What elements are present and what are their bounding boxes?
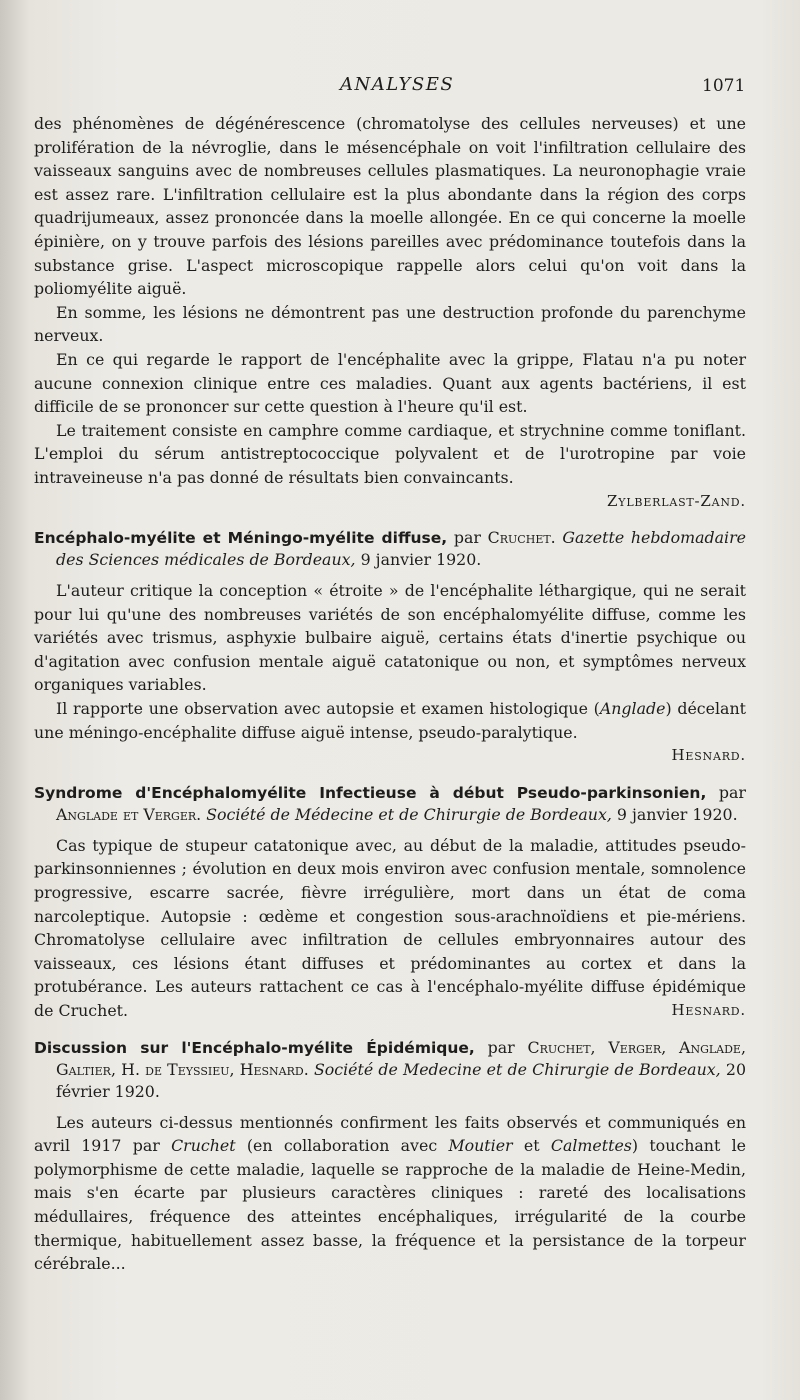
article-heading: [34, 527, 746, 571]
article-source: Gazette hebdomadaire des Sciences médicales de Bordeaux,: [56, 528, 747, 570]
page-body: [34, 112, 746, 1276]
text-run: ) touchant le polymorphisme de cette maladie, laquelle se rapproche de la maladie de Heine-Medin, mais s'en écarte par plusieurs caractères cliniques : rareté des localisations médullaires, fréquence des atteintes encéphaliques, irrégularité de la courbe thermique, habituellement assez basse, la fréquence et la persistance de la torpeur cérébrale...: [34, 1136, 746, 1274]
paragraph: En somme, les lésions ne démontrent pas une destruction profonde du parenchyme nerveux.: [34, 302, 746, 346]
italic-name: Anglade: [599, 699, 666, 719]
signature: Zylberlast-Zand.: [607, 491, 746, 510]
page-number: 1071: [702, 76, 746, 96]
article-heading: [34, 1037, 746, 1103]
article-title: Discussion sur l'Encéphalo-myélite Épidémique,: [34, 1038, 475, 1057]
text-run: ) décelant une méningo-encéphalite diffuse aiguë intense, pseudo-paralytique.: [34, 699, 747, 742]
article-source: Société de Médecine et de Chirurgie de Bordeaux,: [206, 804, 612, 824]
italic-name: Cruchet: [171, 1136, 236, 1156]
text-run: Cas typique de stupeur catatonique avec, au début de la maladie, attitudes pseudo-parkinsonniennes ; évolution en deux mois environ avec confusion mentale, somnolence progressive, escarre sacrée, fièvre irrégulière, mort dans un état de coma narcoleptique. Autopsie : œdème et congestion sous-arachnoïdiens et pie-mériens. Chromatolyse cellulaire avec infiltration de cellules embryonnaires autour des vaisseaux, ces lésions étant diffuses et prédominantes au cortex et dans la protubérance. Les auteurs rattachent ce cas à l'encéphalo-myélite diffuse épidémique de Cruchet.: [34, 835, 746, 1020]
text-run: (en collaboration avec: [235, 1136, 449, 1156]
article-date: 9 janvier 1920.: [360, 550, 482, 570]
article-author: Cruchet.: [487, 528, 556, 548]
article-authors: Anglade et Verger.: [56, 804, 202, 824]
par-word: par: [718, 782, 746, 802]
article-date: 9 janvier 1920.: [616, 804, 738, 824]
paragraph: des phénomènes de dégénérescence (chromatolyse des cellules nerveuses) et une prolifération de la névroglie, dans le mésencéphale on voit l'infiltration cellulaire des vaisseaux sanguins avec de nombreuses cellules plasmatiques. La neuronophagie vraie est assez rare. L'infiltration cellulaire est la plus abondante dans la région des corps quadrijumeaux, assez prononcée dans la moelle allongée. En ce qui concerne la moelle épinière, on y trouve parfois des lésions pareilles avec prédominance toutefois dans la substance grise. L'aspect microscopique rappelle alors celui qu'on voit dans la poliomyélite aiguë.: [34, 114, 746, 299]
article-title: Syndrome d'Encéphalomyélite Infectieuse à début Pseudo-parkinsonien,: [34, 783, 707, 802]
text-run: et: [512, 1136, 551, 1156]
running-title: ANALYSES: [340, 74, 455, 95]
signature: Hesnard.: [671, 746, 746, 765]
signature: Hesnard.: [671, 1001, 746, 1019]
paragraph: L'auteur critique la conception « étroite » de l'encéphalite léthargique, qui ne serait pour lui qu'une des nombreuses variétés de son encéphalomyélite diffuse, comme les variétés avec trismus, asphyxie bulbaire aiguë, certains états d'inertie psychique ou d'agitation avec confusion mentale aiguë catatonique ou non, et symptômes nerveux organiques variables.: [34, 581, 746, 695]
page-header: [0, 74, 800, 100]
article-source: Société de Medecine et de Chirurgie de Bordeaux,: [313, 1059, 721, 1079]
intro-section: [34, 112, 746, 513]
article-encephalo-myelite: [34, 527, 746, 768]
article-title: Encéphalo-myélite et Méningo-myélite diffuse,: [34, 529, 448, 548]
article-authors: Cruchet, Verger, Anglade, Galtier, H. de Teyssieu, Hesnard.: [56, 1037, 746, 1079]
paragraph: [34, 834, 746, 1023]
article-date: 20 février 1920.: [56, 1059, 746, 1101]
article-heading: [34, 782, 746, 826]
paragraph: Le traitement consiste en camphre comme cardiaque, et strychnine comme toniflant. L'emploi du sérum antistreptococcique polyvalent et de l'urotropine par voie intraveineuse n'a pas donné de résultats bien convaincants.: [34, 420, 746, 487]
paragraph: [34, 697, 746, 744]
text-run: Il rapporte une observation avec autopsie et examen histologique (: [56, 699, 600, 719]
par-word: par: [487, 1037, 515, 1057]
paragraph: [34, 1111, 746, 1276]
text-run: Les auteurs ci-dessus mentionnés confirment les faits observés et communiqués en avril 1917 par: [34, 1112, 746, 1156]
article-syndrome: [34, 782, 746, 1023]
italic-name: Calmettes: [550, 1136, 632, 1156]
article-discussion: [34, 1037, 746, 1276]
paragraph: En ce qui regarde le rapport de l'encéphalite avec la grippe, Flatau n'a pu noter aucune connexion clinique entre ces maladies. Quant aux agents bactériens, il est difficile de se prononcer sur cette question à l'heure qu'il est.: [34, 349, 746, 417]
par-word: par: [453, 528, 481, 548]
italic-name: Moutier: [448, 1136, 513, 1156]
